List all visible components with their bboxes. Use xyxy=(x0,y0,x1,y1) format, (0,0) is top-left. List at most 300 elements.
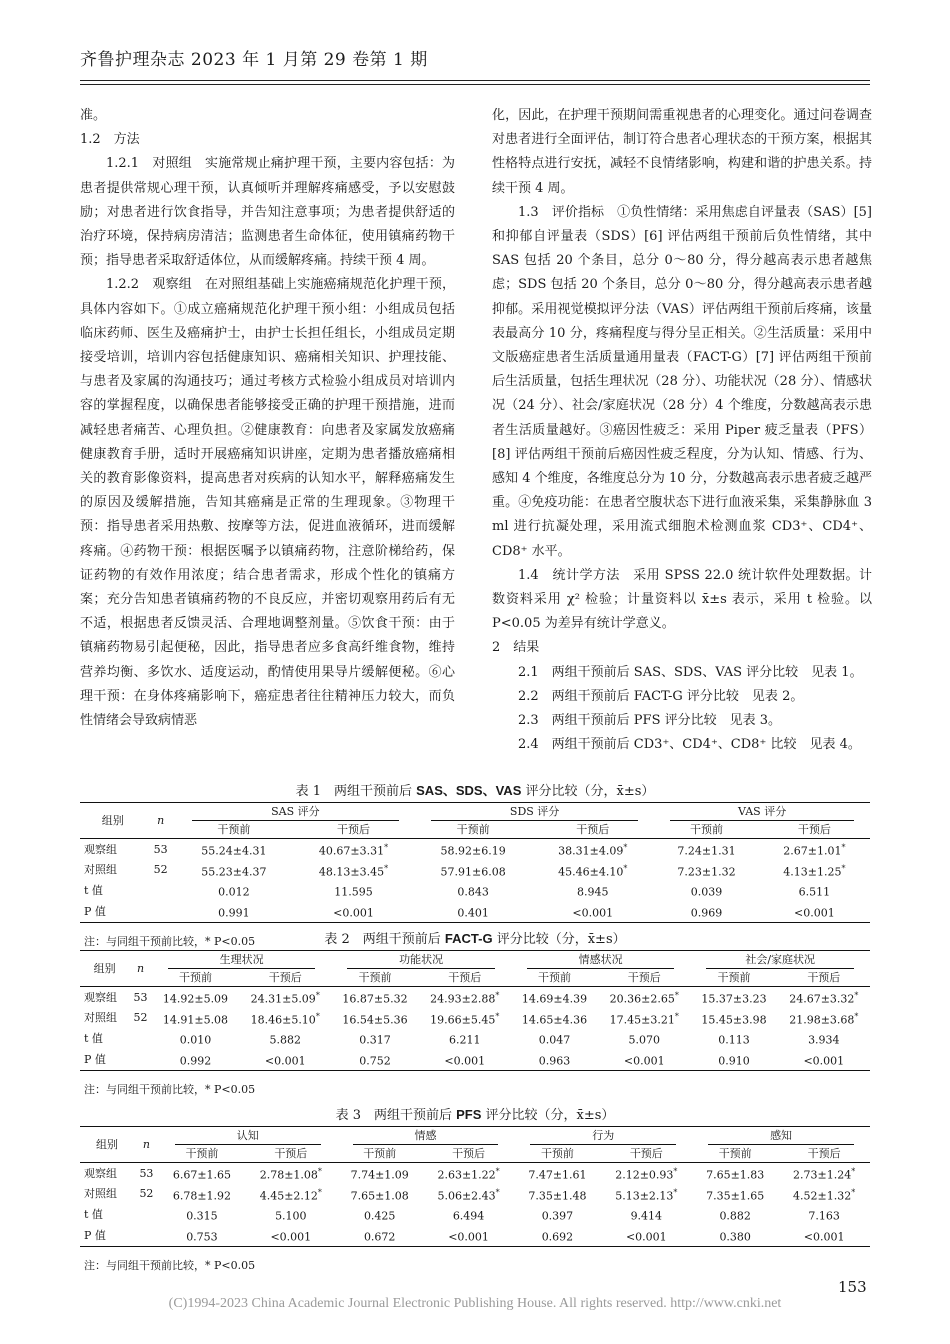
paragraph: 2.4 两组干预前后 CD3⁺、CD4⁺、CD8⁺ 比较 见表 4。 xyxy=(518,737,861,753)
cell-value: 9.414 xyxy=(630,1209,663,1223)
subheader-cell: 干预前 xyxy=(690,969,777,987)
cell-value: 6.511 xyxy=(798,885,831,899)
value-cell xyxy=(778,1184,870,1205)
cell-value: 5.070 xyxy=(628,1033,660,1047)
row-label: P 值 xyxy=(80,1225,134,1246)
value-cell xyxy=(759,901,870,922)
cell-value: 6.78±1.92 xyxy=(172,1189,232,1203)
value-cell xyxy=(423,1204,515,1225)
value-cell xyxy=(292,860,415,881)
table-2 xyxy=(80,928,870,1097)
cell-value: 24.31±5.09 xyxy=(250,992,316,1006)
table-caption-prefix: 表 3 两组干预前后 xyxy=(335,1108,457,1123)
group-header xyxy=(176,803,415,822)
cell-value: 2.73±1.24 xyxy=(793,1168,852,1182)
row-label: 对照组 xyxy=(84,1011,117,1025)
value-cell xyxy=(292,901,415,922)
significance-mark: * xyxy=(495,1167,500,1176)
value-cell xyxy=(331,987,418,1008)
value-cell xyxy=(292,839,415,860)
value-cell xyxy=(654,901,759,922)
subheader-row xyxy=(80,969,870,987)
cell-value: 17.45±3.21 xyxy=(609,1013,675,1027)
table-note: 注：与同组干预前比较，* P<0.05 xyxy=(84,934,256,948)
value-cell xyxy=(337,1225,423,1246)
header-row xyxy=(80,1127,870,1146)
value-cell xyxy=(759,860,870,881)
cell-value: 8.945 xyxy=(577,885,609,899)
cell-value: 14.92±5.09 xyxy=(162,992,229,1006)
significance-mark: * xyxy=(851,1167,856,1176)
value-cell xyxy=(778,1008,870,1029)
value-cell xyxy=(292,880,415,901)
value-cell xyxy=(601,1184,693,1205)
table-caption-suffix: 评分比较（分，x̄±s） xyxy=(492,932,626,947)
n-cell: 52 xyxy=(139,1187,154,1201)
page-number: 153 xyxy=(838,1278,867,1296)
value-cell xyxy=(511,1049,598,1070)
cell-value: 57.91±6.08 xyxy=(440,865,506,879)
group-header xyxy=(152,951,332,970)
cell-value: 0.012 xyxy=(218,885,250,899)
row-label: 对照组 xyxy=(84,1187,117,1201)
cell-value: 14.65±4.36 xyxy=(521,1013,588,1027)
value-cell xyxy=(601,1225,693,1246)
value-cell xyxy=(759,880,870,901)
cell-value: 0.991 xyxy=(218,906,250,920)
cell-value: 14.69±4.39 xyxy=(521,992,588,1006)
cell-value: 40.67±3.31 xyxy=(318,844,385,858)
group-underline: 社会/家庭状况 xyxy=(706,951,854,969)
value-cell xyxy=(239,1049,331,1070)
value-cell xyxy=(337,1163,423,1184)
value-cell xyxy=(511,1028,598,1049)
value-cell xyxy=(152,1049,239,1070)
cell-value: 0.752 xyxy=(359,1054,391,1068)
table-caption-prefix: 表 2 两组干预前后 xyxy=(324,932,445,947)
group-underline: 生理状况 xyxy=(168,951,316,969)
paragraph: 1.2.1 对照组 实施常规止痛护理干预，主要内容包括：为患者提供常规心理干预，认真倾听并理解疼痛感受，予以安慰鼓励；对患者进行饮食指导，并告知注意事项；为患者提供舒适的治疗环境，保持病房清洁；监测患者生命体征，使用镇痛药物干预；指导患者采取舒适体位，从而缓解疼痛。持续干预 4 周。 xyxy=(80,156,455,269)
value-cell xyxy=(176,860,292,881)
group-header xyxy=(337,1127,515,1146)
cell-value: 4.13±1.25 xyxy=(783,865,842,879)
subheader-cell: 干预后 xyxy=(759,821,870,839)
cell-value: 7.47±1.61 xyxy=(528,1168,587,1182)
cell-value: 0.753 xyxy=(186,1230,218,1244)
cell-value: 2.63±1.22 xyxy=(437,1168,496,1182)
value-cell xyxy=(654,839,759,860)
cell-value: 24.93±2.88 xyxy=(430,992,496,1006)
paragraph: 1.2 方法 xyxy=(80,132,140,148)
value-cell xyxy=(692,1163,778,1184)
significance-mark: * xyxy=(315,1011,320,1021)
subheader-cell: 干预后 xyxy=(531,821,654,839)
n-cell xyxy=(134,1225,159,1246)
cell-value: <0.001 xyxy=(448,1230,489,1244)
cell-value: 0.672 xyxy=(363,1230,396,1244)
row-label: P 值 xyxy=(80,901,146,922)
group-underline: 认知 xyxy=(175,1127,321,1145)
table-row xyxy=(80,1204,870,1225)
table-row xyxy=(80,1028,870,1049)
significance-mark: * xyxy=(384,843,389,852)
cell-value: <0.001 xyxy=(625,1230,667,1244)
significance-mark: * xyxy=(841,843,846,852)
cell-value: 0.425 xyxy=(363,1209,396,1223)
cell-value: 45.46±4.10 xyxy=(558,865,624,879)
value-cell xyxy=(415,880,531,901)
group-underline: VAS 评分 xyxy=(670,803,854,821)
cell-value: 0.039 xyxy=(690,885,723,899)
group-underline: 情感 xyxy=(353,1127,499,1145)
value-cell xyxy=(654,880,759,901)
value-cell xyxy=(692,1225,778,1246)
significance-mark: * xyxy=(673,1167,678,1176)
value-cell xyxy=(423,1225,515,1246)
header-row xyxy=(80,803,870,822)
cell-value: 55.24±4.31 xyxy=(201,844,267,858)
cell-value: <0.001 xyxy=(794,906,835,920)
subheader-cell: 干预前 xyxy=(337,1145,423,1163)
cell-value: 58.92±6.19 xyxy=(440,844,506,858)
value-cell xyxy=(245,1225,337,1246)
cell-value: 7.23±1.32 xyxy=(677,865,736,879)
stub-header: 组别 xyxy=(80,1127,134,1163)
n-cell: 52 xyxy=(153,863,168,877)
value-cell xyxy=(331,1049,418,1070)
cell-value: 16.87±5.32 xyxy=(342,992,408,1006)
value-cell xyxy=(601,1204,693,1225)
paragraph: 1.4 统计学方法 采用 SPSS 22.0 统计软件处理数据。计数资料采用 χ² 检验；计量资料以 x̄±s 表示，采用 t 检验。以 P<0.05 为差异有统计学意义。 xyxy=(492,567,872,632)
value-cell xyxy=(423,1184,515,1205)
table-note: 注：与同组干预前比较，* P<0.05 xyxy=(84,1082,256,1096)
value-cell xyxy=(531,839,654,860)
subheader-cell: 干预前 xyxy=(511,969,598,987)
value-cell xyxy=(245,1204,337,1225)
cell-value: 20.36±2.65 xyxy=(609,992,675,1006)
value-cell xyxy=(419,1028,511,1049)
subheader-cell: 干预后 xyxy=(598,969,690,987)
value-cell xyxy=(778,987,870,1008)
significance-mark: * xyxy=(495,1011,500,1021)
n-header: n xyxy=(134,1127,159,1163)
header-row xyxy=(80,951,870,970)
group-underline: 功能状况 xyxy=(347,951,495,969)
cell-value: 0.317 xyxy=(359,1033,391,1047)
significance-mark: * xyxy=(623,863,628,873)
subheader-cell: 干预前 xyxy=(159,1145,245,1163)
value-cell xyxy=(415,860,531,881)
row-label: 对照组 xyxy=(84,863,117,877)
value-cell xyxy=(759,839,870,860)
cell-value: 21.98±3.68 xyxy=(789,1013,855,1027)
value-cell xyxy=(337,1184,423,1205)
significance-mark: * xyxy=(623,843,628,852)
stub-header: 组别 xyxy=(80,951,129,987)
n-cell xyxy=(146,901,176,922)
right-text-column xyxy=(492,104,872,757)
significance-mark: * xyxy=(674,1011,679,1021)
value-cell xyxy=(331,1028,418,1049)
table-caption-suffix: 评分比较（分，x̄±s） xyxy=(481,1108,615,1123)
value-cell xyxy=(511,987,598,1008)
value-cell xyxy=(654,860,759,881)
row-label: P 值 xyxy=(80,1049,129,1070)
cell-value: 2.12±0.93 xyxy=(615,1168,674,1182)
table-caption-suffix: 评分比较（分，x̄±s） xyxy=(521,784,655,799)
cell-value: 0.397 xyxy=(541,1209,574,1223)
cell-value: 15.45±3.98 xyxy=(701,1013,767,1027)
table-3 xyxy=(80,1104,870,1273)
subheader-cell: 干预后 xyxy=(239,969,331,987)
cell-value: <0.001 xyxy=(264,1054,306,1068)
value-cell xyxy=(690,1008,777,1029)
value-cell xyxy=(692,1204,778,1225)
row-label: 观察组 xyxy=(84,842,117,856)
value-cell xyxy=(176,880,292,901)
cell-value: 0.113 xyxy=(718,1033,750,1047)
table-row xyxy=(80,1184,870,1205)
value-cell xyxy=(337,1204,423,1225)
table-row xyxy=(80,901,870,922)
subheader-cell: 干预后 xyxy=(245,1145,337,1163)
subheader-cell: 干预前 xyxy=(176,821,292,839)
value-cell xyxy=(245,1163,337,1184)
table-row xyxy=(80,987,870,1008)
cell-value: 0.963 xyxy=(538,1054,571,1068)
n-cell: 53 xyxy=(153,842,168,856)
value-cell xyxy=(598,987,690,1008)
cell-value: 3.934 xyxy=(808,1033,840,1047)
cell-value: 7.65±1.83 xyxy=(706,1168,765,1182)
n-header: n xyxy=(146,803,176,839)
value-cell xyxy=(239,987,331,1008)
cell-value: 7.65±1.08 xyxy=(350,1189,409,1203)
table-caption xyxy=(80,928,870,950)
paragraph: 2.1 两组干预前后 SAS、SDS、VAS 评分比较 见表 1。 xyxy=(518,664,863,680)
subheader-cell: 干预后 xyxy=(778,1145,870,1163)
value-cell xyxy=(239,1028,331,1049)
table-row xyxy=(80,1049,870,1070)
value-cell xyxy=(245,1184,337,1205)
subheader-cell: 干预后 xyxy=(601,1145,693,1163)
data-table xyxy=(80,802,870,923)
subheader-cell: 干预前 xyxy=(152,969,239,987)
cell-value: 4.52±1.32 xyxy=(793,1189,852,1203)
subheader-cell: 干预前 xyxy=(692,1145,778,1163)
cell-value: 19.66±5.45 xyxy=(430,1013,496,1027)
group-header xyxy=(159,1127,337,1146)
cell-value: 48.13±3.45 xyxy=(318,865,385,879)
table-caption-bold: PFS xyxy=(456,1107,482,1122)
cell-value: 0.882 xyxy=(719,1209,751,1223)
table-row xyxy=(80,839,870,860)
value-cell xyxy=(598,1028,690,1049)
cell-value: 0.010 xyxy=(179,1033,212,1047)
paragraph: 准。 xyxy=(80,108,107,123)
group-underline: 感知 xyxy=(708,1127,854,1145)
value-cell xyxy=(514,1184,600,1205)
paragraph: 2 结果 xyxy=(492,640,540,656)
n-cell xyxy=(129,1028,152,1049)
subheader-cell: 干预前 xyxy=(654,821,759,839)
n-cell xyxy=(129,1049,152,1070)
value-cell xyxy=(159,1204,245,1225)
subheader-cell: 干预前 xyxy=(514,1145,600,1163)
table-caption xyxy=(80,780,870,802)
value-cell xyxy=(415,901,531,922)
significance-mark: * xyxy=(674,991,679,1000)
table-row xyxy=(80,1163,870,1184)
value-cell xyxy=(514,1204,600,1225)
cell-value: 14.91±5.08 xyxy=(162,1013,229,1027)
cell-value: <0.001 xyxy=(572,906,614,920)
value-cell xyxy=(152,1028,239,1049)
cell-value: 4.45±2.12 xyxy=(259,1189,318,1203)
value-cell xyxy=(690,987,777,1008)
table-row xyxy=(80,1008,870,1029)
cell-value: 11.595 xyxy=(334,885,373,899)
header-rule xyxy=(80,80,870,81)
value-cell xyxy=(415,839,531,860)
n-cell: 53 xyxy=(133,990,148,1004)
value-cell xyxy=(514,1163,600,1184)
cell-value: 0.380 xyxy=(719,1230,751,1244)
cell-value: 5.882 xyxy=(269,1033,301,1047)
paragraph: 1.3 评价指标 ①负性情绪：采用焦虑自评量表（SAS）[5] 和抑郁自评量表（SDS）[6] 评估两组干预前后负性情绪，其中 SAS 包括 20 个条目，总分 0～80 分，得分越高表示患者越焦虑；SDS 包括 20 个条目，总分 0～80 分，得分越高表示患者越抑郁。采用视觉模拟评分法（VAS）评估两组干预前后疼痛，该量表最高分 10 分，疼痛程度与得分呈正相关。②生活质量：采用中文版癌症患者生活质量通用量表（FACT-G）[7] 评估两组干预前后生活质量，包括生理状况（28 分）、功能状况（28 分）、情感状况（24 分）、社会/家庭状况（28 分）4 个维度，分数越高表示患者生活质量越好。③癌因性疲乏：采用 Piper 疲乏量表（PFS）[8] 评估两组干预前后癌因性疲乏程度，分为认知、情感、行为、感知 4 个维度，各维度总分为 10 分，分数越高表示患者疲乏越严重。④免疫功能：在患者空腹状态下进行血液采集，采集静脉血 3 ml 进行抗凝处理，采用流式细胞术检测血浆 CD3⁺、CD4⁺、CD8⁺ 水平。 xyxy=(492,204,872,559)
value-cell xyxy=(601,1163,693,1184)
cell-value: 7.24±1.31 xyxy=(677,844,736,858)
data-table xyxy=(80,1126,870,1247)
cell-value: 5.06±2.43 xyxy=(437,1189,496,1203)
subheader-cell: 干预后 xyxy=(419,969,511,987)
cell-value: <0.001 xyxy=(333,906,374,920)
cell-value: 55.23±4.37 xyxy=(201,865,267,879)
value-cell xyxy=(152,1008,239,1029)
subheader-cell: 干预后 xyxy=(778,969,870,987)
cell-value: 6.494 xyxy=(452,1209,485,1223)
cell-value: <0.001 xyxy=(444,1054,486,1068)
cell-value: 6.67±1.65 xyxy=(172,1168,232,1182)
value-cell xyxy=(331,1008,418,1029)
value-cell xyxy=(531,860,654,881)
n-cell xyxy=(146,880,176,901)
cell-value: 7.74±1.09 xyxy=(350,1168,409,1182)
significance-mark: * xyxy=(317,1187,322,1197)
value-cell xyxy=(159,1225,245,1246)
cell-value: 2.78±1.08 xyxy=(259,1168,318,1182)
header-rule-thin xyxy=(80,84,870,85)
cell-value: 7.35±1.65 xyxy=(706,1189,765,1203)
group-underline: SDS 评分 xyxy=(431,803,638,821)
group-header xyxy=(331,951,511,970)
paragraph: 化，因此，在护理干预期间需重视患者的心理变化。通过问卷调查对患者进行全面评估，制订符合患者心理状态的干预方案，根据其性格特点进行安抚，减轻不良情绪影响，构建和谐的护患关系。持续干预 4 周。 xyxy=(492,108,872,196)
subheader-row xyxy=(80,821,870,839)
row-label: 观察组 xyxy=(84,990,117,1004)
value-cell xyxy=(531,901,654,922)
table-row xyxy=(80,1225,870,1246)
significance-mark: * xyxy=(315,991,320,1000)
value-cell xyxy=(690,1028,777,1049)
cell-value: 0.969 xyxy=(690,906,723,920)
value-cell xyxy=(176,839,292,860)
table-caption xyxy=(80,1104,870,1126)
value-cell xyxy=(511,1008,598,1029)
group-header xyxy=(690,951,870,970)
value-cell xyxy=(598,1049,690,1070)
significance-mark: * xyxy=(854,1011,859,1021)
significance-mark: * xyxy=(384,863,389,873)
value-cell xyxy=(514,1225,600,1246)
table-row xyxy=(80,880,870,901)
significance-mark: * xyxy=(495,991,500,1000)
group-underline: 情感状况 xyxy=(527,951,675,969)
value-cell xyxy=(778,1204,870,1225)
value-cell xyxy=(598,1008,690,1029)
significance-mark: * xyxy=(673,1187,678,1197)
significance-mark: * xyxy=(317,1167,322,1176)
paragraph: 1.2.2 观察组 在对照组基础上实施癌痛规范化护理干预，具体内容如下。①成立癌痛规范化护理干预小组：小组成员包括临床药师、医生及癌痛护士，由护士长担任组长，小组成员定期接受培训，培训内容包括健康知识、癌痛相关知识、护理技能、与患者及家属的沟通技巧；通过考核方式检验小组成员对培训内容的掌握程度，以确保患者能够接受正确的护理干预措施，进而减轻患者痛苦、心理负担。②健康教育：向患者及家属发放癌痛健康教育手册，适时开展癌痛知识讲座，定期为患者播放癌痛相关的教育影像资料，提高患者对疾病的认知水平，解释癌痛发生的原因及缓解措施，告知其癌痛是正常的生理现象。③物理干预：指导患者采用热敷、按摩等方法，促进血液循环，进而缓解疼痛。④药物干预：根据医嘱予以镇痛药物，注意阶梯给药，保证药物的有效作用浓度；结合患者需求，形成个性化的镇痛方案；充分告知患者镇痛药物的不良反应，并密切观察用药后有无不适，根据患者反馈灵活、合理地调整剂量。⑤饮食干预：由于镇痛药物易引起便秘，因此，指导患者应多食高纤维食物，维持营养均衡、多饮水、适度运动，酌情使用果导片缓解便秘。⑥心理干预：在身体疼痛影响下，癌症患者往往精神压力较大，而负性情绪会导致病情恶 xyxy=(80,277,455,729)
cell-value: 0.692 xyxy=(541,1230,574,1244)
group-header xyxy=(511,951,691,970)
cell-value: 2.67±1.01 xyxy=(783,844,842,858)
significance-mark: * xyxy=(495,1187,500,1197)
n-cell: 53 xyxy=(139,1166,154,1180)
table-caption-prefix: 表 1 两组干预前后 xyxy=(295,784,417,799)
value-cell xyxy=(239,1008,331,1029)
value-cell xyxy=(159,1163,245,1184)
value-cell xyxy=(176,901,292,922)
table-caption-bold: FACT-G xyxy=(444,931,493,946)
table-row xyxy=(80,860,870,881)
row-label: t 值 xyxy=(84,1208,103,1222)
copyright-footer: (C)1994-2023 China Academic Journal Electronic Publishing House. All rights reserved. http://www.cnki.net xyxy=(168,1296,782,1311)
table-note: 注：与同组干预前比较，* P<0.05 xyxy=(84,1258,256,1272)
cell-value: 0.047 xyxy=(538,1033,571,1047)
cell-value: 0.401 xyxy=(457,906,489,920)
value-cell xyxy=(419,987,511,1008)
group-underline: 行为 xyxy=(530,1127,676,1145)
value-cell xyxy=(152,987,239,1008)
value-cell xyxy=(778,1049,870,1070)
value-cell xyxy=(692,1184,778,1205)
cell-value: <0.001 xyxy=(623,1054,665,1068)
cell-value: <0.001 xyxy=(803,1230,845,1244)
paragraph: 2.2 两组干预前后 FACT-G 评分比较 见表 2。 xyxy=(518,688,804,704)
group-header xyxy=(514,1127,692,1146)
group-header xyxy=(692,1127,870,1146)
cell-value: 7.35±1.48 xyxy=(528,1189,587,1203)
paragraph: 2.3 两组干预前后 PFS 评分比较 见表 3。 xyxy=(518,713,782,729)
subheader-cell: 干预前 xyxy=(331,969,418,987)
significance-mark: * xyxy=(854,991,859,1000)
n-cell: 52 xyxy=(133,1011,148,1025)
value-cell xyxy=(778,1028,870,1049)
subheader-row xyxy=(80,1145,870,1163)
value-cell xyxy=(531,880,654,901)
row-label: 观察组 xyxy=(84,1166,117,1180)
subheader-cell: 干预后 xyxy=(292,821,415,839)
cell-value: 7.163 xyxy=(808,1209,840,1223)
journal-header: 齐鲁护理杂志 2023 年 1 月第 29 卷第 1 期 xyxy=(80,50,428,70)
cell-value: 5.13±2.13 xyxy=(615,1189,674,1203)
cell-value: 0.910 xyxy=(718,1054,750,1068)
value-cell xyxy=(419,1049,511,1070)
cell-value: 5.100 xyxy=(275,1209,307,1223)
significance-mark: * xyxy=(841,863,846,873)
cell-value: 24.67±3.32 xyxy=(789,992,855,1006)
cell-value: 16.54±5.36 xyxy=(342,1013,408,1027)
